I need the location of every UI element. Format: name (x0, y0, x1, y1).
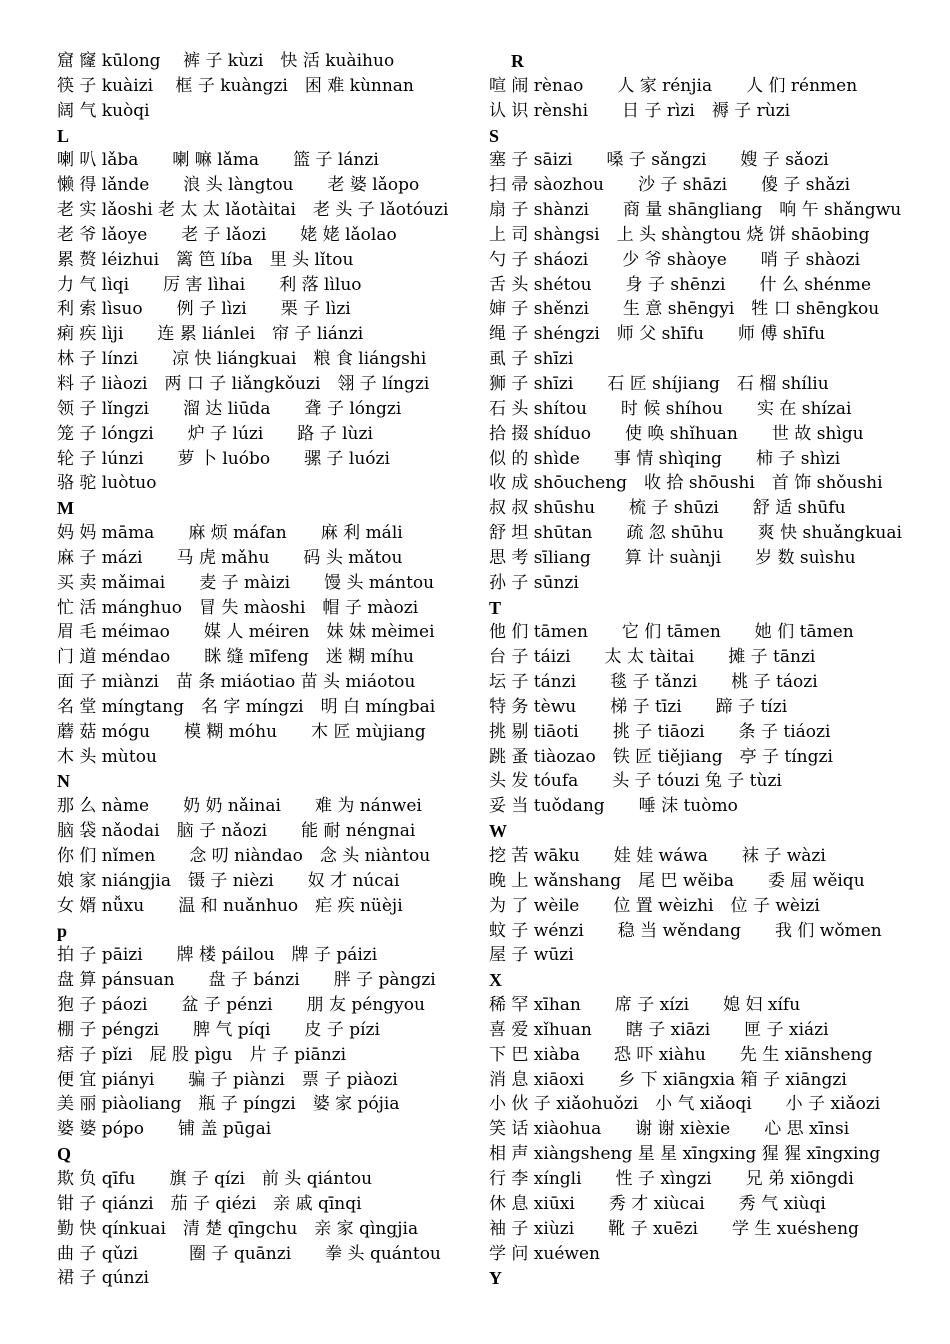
right-word-row: 行 李 xíngli 性 子 xìngzi 兄 弟 xiōngdi (489, 1168, 854, 1189)
right-section-letter: T (489, 597, 502, 618)
right-section-letter: R (511, 51, 524, 71)
right-word-row: 舌 头 shétou 身 子 shēnzi 什 么 shénme (489, 274, 872, 295)
right-word-row: 塞 子 sāizi 嗓 子 sǎngzi 嫂 子 sǎozi (489, 150, 829, 171)
right-word-row: 笑 话 xiàohua 谢 谢 xièxie 心 思 xīnsi (489, 1119, 850, 1140)
left-word-row: 你 们 nǐmen 念 叨 niàndao 念 头 niàntou (57, 846, 431, 866)
left-word-row: 妈 妈 māma 麻 烦 máfan 麻 利 máli (57, 523, 403, 544)
right-word-row: 绳 子 shéngzi 师 父 shīfu 师 傅 shīfu (489, 324, 826, 345)
left-word-row: 林 子 línzi 凉 快 liángkuai 粮 食 liángshi (57, 349, 427, 370)
left-word-row: 木 头 mùtou (57, 746, 157, 767)
right-word-row: 相 声 xiàngsheng 星 星 xīngxing 猩 猩 xīngxing (489, 1144, 881, 1165)
right-word-row: 屋 子 wūzi (489, 945, 574, 966)
left-word-row: 累 赘 léizhui 篱 笆 líba 里 头 lǐtou (57, 249, 354, 270)
right-word-row: 似 的 shìde 事 情 shìqing 柿 子 shìzi (489, 448, 841, 469)
right-word-row: 扇 子 shànzi 商 量 shāngliang 响 午 shǎngwu (489, 200, 902, 221)
right-word-row: 上 司 shàngsi 上 头 shàngtou 烧 饼 shāobing (489, 224, 870, 245)
left-word-row: 狍 子 páozi 盆 子 pénzi 朋 友 péngyou (57, 995, 425, 1016)
right-word-row: 晚 上 wǎnshang 尾 巴 wěiba 委 屈 wěiqu (489, 870, 865, 891)
right-section-letter: X (489, 970, 502, 991)
left-word-row: 欺 负 qīfu 旗 子 qízi 前 头 qiántou (57, 1168, 373, 1189)
left-word-row: 利 索 lìsuo 例 子 lìzi 栗 子 lìzi (57, 299, 351, 320)
right-word-row: 台 子 táizi 太 太 tàitai 摊 子 tānzi (489, 647, 816, 668)
right-section-letter: W (489, 821, 507, 842)
left-word-row: 女 婿 nǚxu 温 和 nuǎnhuo 疟 疾 nüèji (57, 895, 403, 916)
left-word-row: 老 爷 lǎoye 老 子 lǎozi 姥 姥 lǎolao (57, 224, 397, 245)
right-word-row: 思 考 sīliang 算 计 suànji 岁 数 suìshu (489, 547, 856, 568)
left-section-letter: L (57, 125, 70, 146)
right-word-row: 学 问 xuéwen (489, 1243, 600, 1264)
left-word-row: 拍 子 pāizi 牌 楼 páilou 牌 子 páizi (57, 945, 378, 966)
left-section-letter: Q (57, 1144, 72, 1165)
right-section-letter: Y (489, 1268, 502, 1289)
left-word-row: 便 宜 piányi 骗 子 piànzi 票 子 piàozi (57, 1069, 398, 1090)
right-word-row: 孙 子 sūnzi (489, 572, 579, 593)
left-word-row: 蘑 菇 mógu 模 糊 móhu 木 匠 mùjiang (57, 721, 426, 742)
right-word-row: 扫 帚 sàozhou 沙 子 shāzi 傻 子 shǎzi (489, 175, 851, 196)
right-column (489, 49, 929, 1291)
right-word-row: 叔 叔 shūshu 梳 子 shūzi 舒 适 shūfu (489, 498, 846, 519)
left-section-letter: M (57, 498, 74, 519)
right-word-row: 挑 剔 tiāoti 挑 子 tiāozi 条 子 tiáozi (489, 721, 831, 742)
right-word-row: 小 伙 子 xiǎohuǒzi 小 气 xiǎoqi 小 子 xiǎozi (489, 1094, 881, 1115)
left-word-row: 筷 子 kuàizi 框 子 kuàngzi 困 难 kùnnan (57, 75, 414, 96)
left-word-row: 美 丽 piàoliang 瓶 子 píngzi 婆 家 pójia (57, 1094, 400, 1115)
right-word-row: 舒 坦 shūtan 疏 忽 shūhu 爽 快 shuǎngkuai (489, 523, 902, 544)
left-word-row: 麻 子 mázi 马 虎 mǎhu 码 头 mǎtou (57, 547, 403, 568)
left-word-row: 笼 子 lóngzi 炉 子 lúzi 路 子 lùzi (57, 423, 373, 444)
right-word-row: 休 息 xiūxi 秀 才 xiùcai 秀 气 xiùqi (489, 1193, 826, 1214)
left-word-row: 那 么 nàme 奶 奶 nǎinai 难 为 nánwei (57, 796, 422, 817)
right-word-row: 石 头 shítou 时 候 shíhou 实 在 shízai (489, 398, 852, 419)
left-word-row: 领 子 lǐngzi 溜 达 liūda 聋 子 lóngzi (57, 398, 402, 419)
left-word-row: 婆 婆 pópo 铺 盖 pūgai (57, 1119, 272, 1140)
right-word-row: 喜 爱 xǐhuan 瞎 子 xiāzi 匣 子 xiázi (489, 1019, 829, 1040)
left-word-row: 老 实 lǎoshi 老 太 太 lǎotàitai 老 头 子 lǎotóuzi (57, 200, 449, 221)
right-word-row: 婶 子 shěnzi 生 意 shēngyi 牲 口 shēngkou (489, 299, 880, 320)
right-section-letter: S (489, 125, 500, 146)
left-column (57, 49, 477, 1291)
left-word-row: 门 道 méndao 眯 缝 mīfeng 迷 糊 míhu (57, 647, 414, 668)
right-word-row: 喧 闹 rènao 人 家 rénjia 人 们 rénmen (489, 75, 858, 96)
left-word-row: 棚 子 péngzi 脾 气 píqi 皮 子 pízi (57, 1019, 380, 1040)
left-word-row: 裙 子 qúnzi (57, 1268, 149, 1289)
left-word-row: 窟 窿 kūlong 裤 子 kùzi 快 活 kuàihuo (57, 51, 395, 71)
right-word-row: 蚊 子 wénzi 稳 当 wěndang 我 们 wǒmen (489, 920, 882, 941)
left-word-row: 娘 家 niángjia 镊 子 nièzi 奴 才 núcai (57, 870, 400, 891)
left-word-row: 痢 疾 lìji 连 累 liánlei 帘 子 liánzi (57, 324, 364, 345)
left-word-row: 曲 子 qǔzi 圈 子 quānzi 拳 头 quántou (57, 1243, 441, 1264)
right-word-row: 挖 苦 wāku 娃 娃 wáwa 袜 子 wàzi (489, 846, 826, 866)
left-word-row: 钳 子 qiánzi 茄 子 qiézi 亲 戚 qīnqi (57, 1193, 362, 1214)
left-word-row: 阔 气 kuòqi (57, 100, 150, 121)
left-section-letter: N (57, 771, 70, 792)
left-word-row: 名 堂 míngtang 名 字 míngzi 明 白 míngbai (57, 696, 436, 717)
right-word-row: 他 们 tāmen 它 们 tāmen 她 们 tāmen (489, 622, 854, 643)
left-word-row: 骆 驼 luòtuo (57, 473, 157, 494)
right-word-row: 狮 子 shīzi 石 匠 shíjiang 石 榴 shíliu (489, 373, 829, 394)
left-word-row: 喇 叭 lǎba 喇 嘛 lǎma 篮 子 lánzi (57, 150, 379, 171)
right-word-row: 拾 掇 shíduo 使 唤 shǐhuan 世 故 shìgu (489, 423, 864, 444)
left-section-letter: p (57, 920, 68, 941)
right-word-row: 头 发 tóufa 头 子 tóuzi 兔 子 tùzi (489, 771, 782, 792)
left-word-row: 眉 毛 méimao 媒 人 méiren 妹 妹 mèimei (57, 622, 435, 643)
left-word-row: 勤 快 qínkuai 清 楚 qīngchu 亲 家 qìngjia (57, 1218, 419, 1239)
right-word-row: 为 了 wèile 位 置 wèizhi 位 子 wèizi (489, 895, 820, 916)
left-word-row: 买 卖 mǎimai 麦 子 màizi 馒 头 mántou (57, 572, 435, 593)
right-word-row: 下 巴 xiàba 恐 吓 xiàhu 先 生 xiānsheng (489, 1044, 873, 1065)
right-word-row: 跳 蚤 tiàozao 铁 匠 tiějiang 亭 子 tíngzi (489, 746, 833, 767)
left-word-row: 面 子 miànzi 苗 条 miáotiao 苗 头 miáotou (57, 672, 416, 693)
left-word-row: 轮 子 lúnzi 萝 卜 luóbo 骡 子 luózi (57, 448, 390, 469)
right-word-row: 特 务 tèwu 梯 子 tīzi 蹄 子 tízi (489, 696, 788, 717)
right-word-row: 消 息 xiāoxi 乡 下 xiāngxia 箱 子 xiāngzi (489, 1069, 847, 1090)
left-word-row: 料 子 liàozi 两 口 子 liǎngkǒuzi 翎 子 língzi (57, 373, 430, 394)
right-word-row: 袖 子 xiùzi 靴 子 xuēzi 学 生 xuésheng (489, 1218, 859, 1239)
left-word-row: 力 气 lìqi 厉 害 lìhai 利 落 lìluo (57, 274, 362, 295)
right-word-row: 收 成 shōucheng 收 拾 shōushi 首 饰 shǒushi (489, 473, 883, 494)
left-word-row: 脑 袋 nǎodai 脑 子 nǎozi 能 耐 néngnai (57, 821, 416, 842)
right-word-row: 稀 罕 xīhan 席 子 xízi 媳 妇 xífu (489, 995, 801, 1016)
right-word-row: 认 识 rènshi 日 子 rìzi 褥 子 rùzi (489, 100, 791, 121)
right-word-row: 勺 子 sháozi 少 爷 shàoye 哨 子 shàozi (489, 249, 861, 270)
right-word-row: 坛 子 tánzi 毯 子 tǎnzi 桃 子 táozi (489, 672, 818, 693)
right-word-row: 妥 当 tuǒdang 唾 沫 tuòmo (489, 796, 738, 817)
left-word-row: 盘 算 pánsuan 盘 子 bánzi 胖 子 pàngzi (57, 970, 436, 991)
left-word-row: 懒 得 lǎnde 浪 头 làngtou 老 婆 lǎopo (57, 175, 420, 196)
left-word-row: 忙 活 mánghuo 冒 失 màoshi 帽 子 màozi (57, 597, 419, 618)
left-word-row: 痞 子 pǐzi 屁 股 pìgu 片 子 piānzi (57, 1044, 347, 1065)
right-word-row: 虱 子 shīzi (489, 349, 574, 370)
